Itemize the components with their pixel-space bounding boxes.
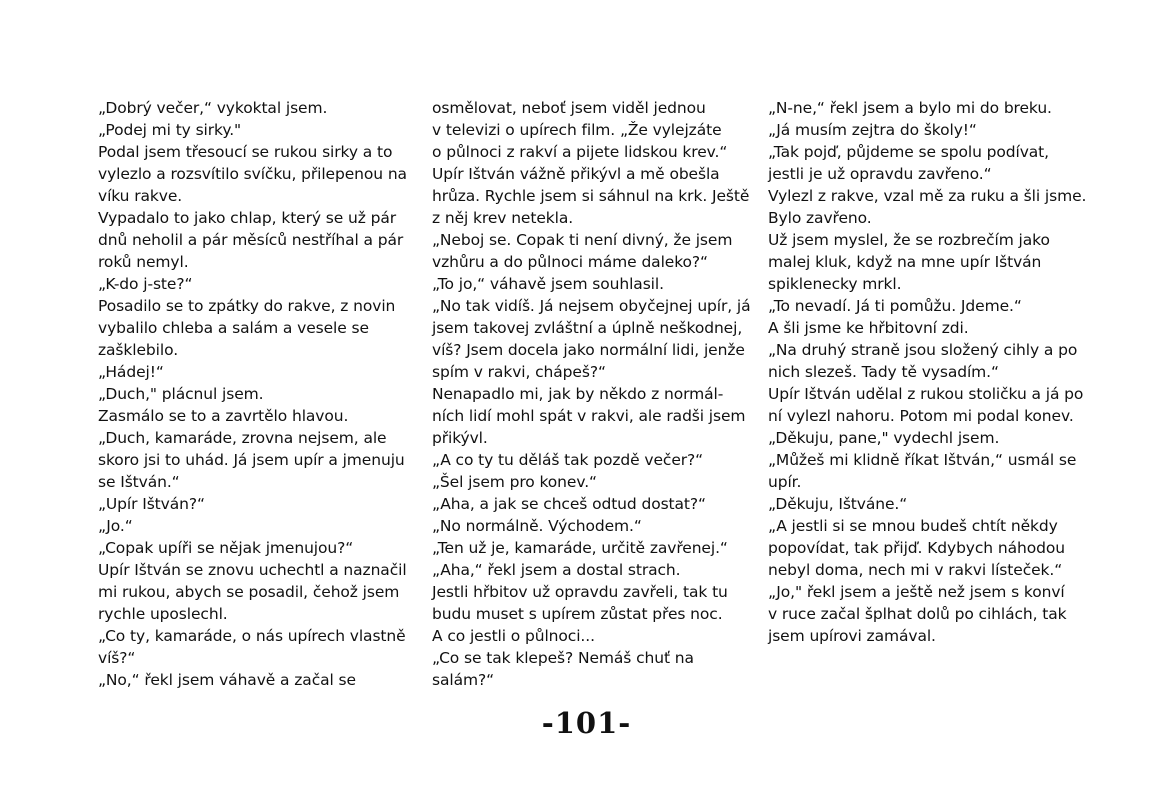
text-line: Upír Ištván udělal z rukou stoličku a já po [768, 385, 1084, 403]
text-line: o půlnoci z rakví a pijete lidskou krev.“ [432, 143, 728, 161]
text-line: Zasmálo se to a zavrtělo hlavou. [98, 407, 349, 425]
text-column-2 [432, 97, 751, 691]
text-line: „A co ty tu děláš tak pozdě večer?“ [432, 451, 704, 469]
text-line: Upír Ištván vážně přikývl a mě obešla [432, 165, 720, 183]
text-line: „To jo,“ váhavě jsem souhlasil. [432, 275, 664, 293]
text-line: „Dobrý večer,“ vykoktal jsem. [98, 99, 328, 117]
text-line: „Duch," plácnul jsem. [98, 385, 264, 403]
text-line: víš? Jsem docela jako normální lidi, jenže [432, 341, 745, 359]
text-line: ní vylezl nahoru. Potom mi podal konev. [768, 407, 1074, 425]
text-line: „Podej mi ty sirky." [98, 121, 242, 139]
text-line: jsem upírovi zamával. [768, 627, 936, 645]
text-line: upír. [768, 473, 802, 491]
text-line: „Jo.“ [98, 517, 133, 535]
text-line: zašklebilo. [98, 341, 179, 359]
text-line: v ruce začal šplhat dolů po cihlách, tak [768, 605, 1067, 623]
page-number: -101- [541, 706, 632, 740]
text-line: „Můžeš mi klidně říkat Ištván,“ usmál se [768, 451, 1077, 469]
text-line: Posadilo se to zpátky do rakve, z novin [98, 297, 396, 315]
text-column-1 [98, 97, 408, 691]
text-line: přikývl. [432, 429, 488, 447]
text-line: osmělovat, neboť jsem viděl jednou [432, 99, 706, 117]
text-line: Vypadalo to jako chlap, který se už pár [98, 209, 397, 227]
text-line: „Jo," řekl jsem a ještě než jsem s konví [768, 583, 1065, 601]
text-line: „No tak vidíš. Já nejsem obyčejnej upír, já [432, 297, 751, 315]
text-line: „Neboj se. Copak ti není divný, že jsem [432, 231, 733, 249]
text-line: Jestli hřbitov už opravdu zavřeli, tak tu [432, 583, 728, 601]
text-line: A šli jsme ke hřbitovní zdi. [768, 319, 969, 337]
text-line: spím v rakvi, chápeš?“ [432, 363, 606, 381]
text-line: se Ištván.“ [98, 473, 180, 491]
text-line: A co jestli o půlnoci... [432, 627, 595, 645]
text-line: skoro jsi to uhád. Já jsem upír a jmenuju [98, 451, 405, 469]
text-line: „Co ty, kamaráde, o nás upírech vlastně [98, 627, 406, 645]
text-line: „Šel jsem pro konev.“ [432, 473, 597, 491]
text-line: „Ten už je, kamaráde, určitě zavřenej.“ [432, 539, 728, 557]
text-line: nich slezeš. Tady tě vysadím.“ [768, 363, 999, 381]
text-line: „K-do j-ste?“ [98, 275, 193, 293]
text-line: mi rukou, abych se posadil, čehož jsem [98, 583, 400, 601]
text-line: „No,“ řekl jsem váhavě a začal se [98, 671, 356, 689]
text-line: „Aha,“ řekl jsem a dostal strach. [432, 561, 681, 579]
text-line: jestli je už opravdu zavřeno.“ [768, 165, 992, 183]
text-line: rychle uposlechl. [98, 605, 228, 623]
text-line: víš?“ [98, 649, 136, 667]
text-line: Bylo zavřeno. [768, 209, 872, 227]
text-line: roků nemyl. [98, 253, 189, 271]
text-line: „A jestli si se mnou budeš chtít někdy [768, 517, 1058, 535]
text-line: „Duch, kamaráde, zrovna nejsem, ale [98, 429, 387, 447]
text-line: salám?“ [432, 671, 495, 689]
text-line: Vylezl z rakve, vzal mě za ruku a šli jsme. [768, 187, 1087, 205]
text-line: „Co se tak klepeš? Nemáš chuť na [432, 649, 694, 667]
text-line: „Děkuju, pane," vydechl jsem. [768, 429, 1000, 447]
text-line: spiklenecky mrkl. [768, 275, 902, 293]
text-line: z něj krev netekla. [432, 209, 574, 227]
text-line: „Upír Ištván?“ [98, 495, 205, 513]
text-line: dnů neholil a pár měsíců nestříhal a pár [98, 231, 404, 249]
text-line: „N-ne,“ řekl jsem a bylo mi do breku. [768, 99, 1052, 117]
text-line: „No normálně. Východem.“ [432, 517, 642, 535]
text-line: „Tak pojď, půjdeme se spolu podívat, [768, 143, 1049, 161]
text-line: „Děkuju, Ištváne.“ [768, 495, 908, 513]
text-line: „Na druhý straně jsou složený cihly a po [768, 341, 1078, 359]
text-line: Podal jsem třesoucí se rukou sirky a to [98, 143, 393, 161]
text-line: popovídat, tak přijď. Kdybych náhodou [768, 539, 1065, 557]
text-line: ních lidí mohl spát v rakvi, ale radši jsem [432, 407, 746, 425]
text-line: Už jsem myslel, že se rozbrečím jako [768, 231, 1050, 249]
text-line: nebyl doma, nech mi v rakvi lísteček.“ [768, 561, 1063, 579]
text-line: v televizi o upírech film. „Že vylejzáte [432, 121, 722, 139]
text-line: malej kluk, když na mne upír Ištván [768, 253, 1042, 271]
text-line: jsem takovej zvláštní a úplně neškodnej, [432, 319, 743, 337]
text-line: „Já musím zejtra do školy!“ [768, 121, 977, 139]
text-line: vylezlo a rozsvítilo svíčku, přilepenou na [98, 165, 407, 183]
text-line: víku rakve. [98, 187, 183, 205]
text-line: hrůza. Rychle jsem si sáhnul na krk. Ještě [432, 187, 750, 205]
text-line: Nenapadlo mi, jak by někdo z normál- [432, 385, 724, 403]
text-line: „To nevadí. Já ti pomůžu. Jdeme.“ [768, 297, 1022, 315]
text-line: budu muset s upírem zůstat přes noc. [432, 605, 723, 623]
text-line: vybalilo chleba a salám a vesele se [98, 319, 369, 337]
text-line: Upír Ištván se znovu uchechtl a naznačil [98, 561, 407, 579]
text-line: vzhůru a do půlnoci máme daleko?“ [432, 253, 708, 271]
text-line: „Aha, a jak se chceš odtud dostat?“ [432, 495, 706, 513]
text-column-3 [768, 97, 1087, 647]
text-line: „Copak upíři se nějak jmenujou?“ [98, 539, 354, 557]
text-line: „Hádej!“ [98, 363, 164, 381]
